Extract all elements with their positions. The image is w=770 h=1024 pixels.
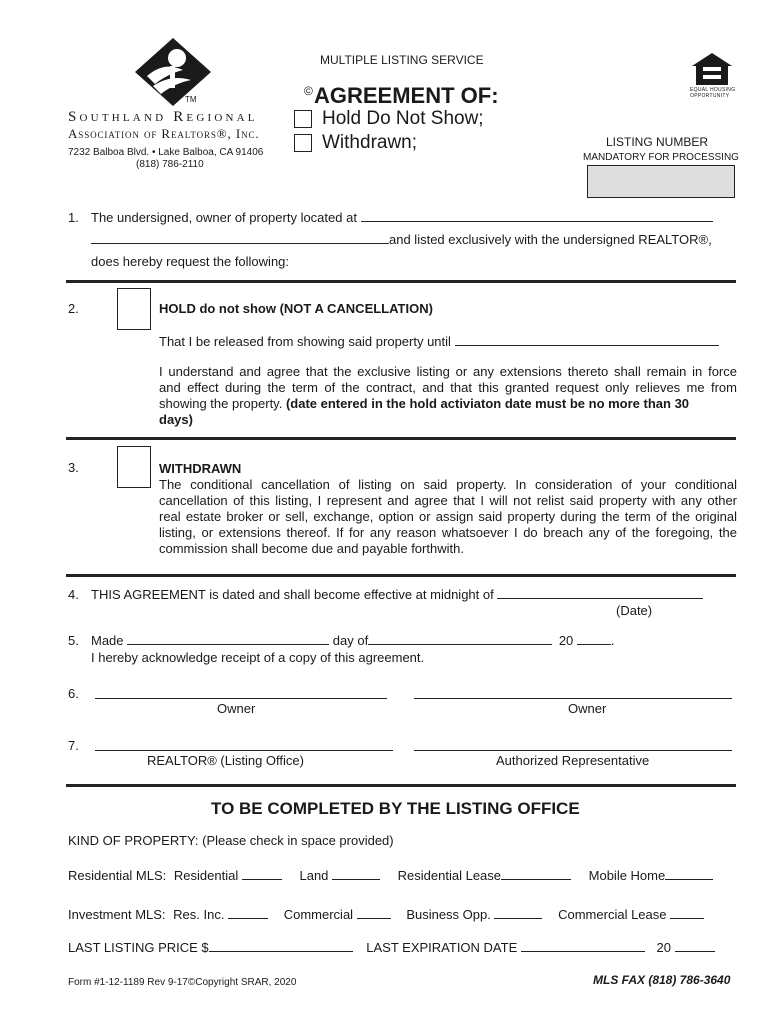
hold-option-checkbox[interactable] bbox=[117, 288, 151, 330]
s5-made: Made bbox=[91, 633, 124, 648]
copyright-mark: © bbox=[304, 84, 313, 98]
listing-number-label: LISTING NUMBER bbox=[606, 135, 709, 149]
listing-number-field[interactable] bbox=[587, 165, 735, 198]
org-name-line1: Southland Regional bbox=[68, 109, 258, 125]
org-name-line2: Association of Realtors®, Inc. bbox=[68, 126, 260, 141]
eho-caption-2: OPPORTUNITY bbox=[690, 93, 730, 99]
s1-text-a: The undersigned, owner of property located at bbox=[91, 210, 357, 225]
option-withdrawn[interactable] bbox=[294, 132, 417, 154]
s7-number: 7. bbox=[68, 738, 79, 753]
res-lease-label: Residential Lease bbox=[397, 868, 502, 883]
res-mls-label: Residential MLS: bbox=[68, 868, 167, 883]
s3-p2: cancellation of this listing, I represent and agree that I will not relist said property with any other bbox=[159, 493, 737, 508]
s6-owner-right: Owner bbox=[568, 701, 607, 716]
s5-period: . bbox=[610, 633, 615, 648]
inv-mls-label: Investment MLS: bbox=[68, 907, 166, 922]
s2-p3: showing the property. (date entered in the hold activiaton date must be no more than 30 bbox=[159, 396, 690, 411]
inv-comm-lease-label: Commercial Lease bbox=[558, 907, 667, 922]
office-title: TO BE COMPLETED BY THE LISTING OFFICE bbox=[211, 799, 580, 818]
last-exp-label: LAST EXPIRATION DATE bbox=[366, 940, 518, 955]
option-withdrawn-label: Withdrawn; bbox=[322, 132, 418, 153]
s3-number: 3. bbox=[68, 460, 79, 475]
inv-comm-lease-field[interactable] bbox=[670, 907, 704, 919]
eho-caption-1: EQUAL HOUSING bbox=[690, 87, 736, 93]
divider-1 bbox=[66, 280, 736, 283]
rep-signature[interactable] bbox=[414, 739, 732, 751]
s6-owner-left: Owner bbox=[217, 701, 256, 716]
last-listing-row bbox=[68, 940, 715, 956]
s4-text: THIS AGREEMENT is dated and shall become effective at midnight of bbox=[91, 587, 494, 602]
divider-3 bbox=[66, 574, 736, 577]
org-address: 7232 Balboa Blvd. • Lake Balboa, CA 91406 bbox=[68, 147, 264, 158]
effective-date-field[interactable] bbox=[497, 587, 703, 599]
s3-p5: commission shall become due and payable forthwith. bbox=[159, 541, 464, 556]
s4-line bbox=[91, 587, 703, 603]
res-land-field[interactable] bbox=[332, 868, 380, 880]
s7-realtor-label: REALTOR® (Listing Office) bbox=[147, 753, 304, 768]
hold-checkbox[interactable] bbox=[294, 110, 312, 128]
s2-release-text: That I be released from showing said property until bbox=[159, 334, 451, 349]
investment-mls-row bbox=[68, 907, 704, 923]
equal-housing-icon bbox=[690, 52, 734, 86]
last-price-label: LAST LISTING PRICE $ bbox=[68, 940, 209, 955]
s2-number: 2. bbox=[68, 301, 79, 316]
option-hold-label: Hold Do Not Show; bbox=[322, 108, 484, 129]
release-until-date-field[interactable] bbox=[455, 334, 719, 346]
property-address-field-2[interactable] bbox=[91, 232, 389, 244]
srar-logo bbox=[125, 36, 215, 108]
divider-4 bbox=[66, 784, 736, 787]
s3-heading: WITHDRAWN bbox=[159, 461, 242, 476]
s2-p2: and effect during the term of the contract, and that this granted request only relieves me from bbox=[159, 380, 737, 395]
inv-res-inc-label: Res. Inc. bbox=[173, 907, 225, 922]
option-hold[interactable] bbox=[294, 108, 484, 130]
s1-text-b: and listed exclusively with the undersigned REALTOR®, bbox=[389, 232, 712, 247]
s3-p4: listing, or extensions thereof. If for any reason whatsoever I do breach any of the foregoing, the bbox=[159, 525, 737, 540]
s4-number: 4. bbox=[68, 587, 79, 602]
mls-service-label: MULTIPLE LISTING SERVICE bbox=[320, 53, 484, 67]
last-exp-year-field[interactable] bbox=[675, 940, 715, 952]
listing-number-note: MANDATORY FOR PROCESSING bbox=[583, 152, 739, 163]
inv-business-label: Business Opp. bbox=[406, 907, 491, 922]
inv-res-inc-field[interactable] bbox=[228, 907, 268, 919]
form-number: Form #1-12-1189 Rev 9-17©Copyright SRAR, 2020 bbox=[68, 977, 297, 988]
inv-commercial-label: Commercial bbox=[283, 907, 354, 922]
made-year-field[interactable] bbox=[577, 633, 611, 645]
s5-day-of: day of bbox=[332, 633, 369, 648]
residential-mls-row bbox=[68, 868, 713, 884]
s2-paragraph bbox=[159, 364, 737, 428]
s3-paragraph bbox=[159, 477, 737, 557]
s4-date-label: (Date) bbox=[616, 603, 653, 618]
logo-trademark: TM bbox=[185, 95, 197, 104]
owner-signature-right[interactable] bbox=[414, 687, 732, 699]
res-lease-field[interactable] bbox=[501, 868, 571, 880]
s5-line bbox=[91, 633, 615, 649]
s1-line-b bbox=[91, 232, 712, 248]
s2-release-line bbox=[159, 334, 719, 350]
s7-rep-label: Authorized Representative bbox=[496, 753, 650, 768]
s2-heading: HOLD do not show (NOT A CANCELLATION) bbox=[159, 301, 433, 316]
res-mobile-label: Mobile Home bbox=[588, 868, 666, 883]
s1-line-a bbox=[91, 210, 713, 226]
s1-text-c: does hereby request the following: bbox=[91, 254, 290, 269]
s5-ack: I hereby acknowledge receipt of a copy of this agreement. bbox=[91, 650, 425, 665]
agreement-title: AGREEMENT OF: bbox=[314, 83, 499, 108]
property-address-field[interactable] bbox=[361, 210, 713, 222]
withdrawn-option-checkbox[interactable] bbox=[117, 446, 151, 488]
s2-p4: days) bbox=[159, 412, 193, 427]
s3-p1: The conditional cancellation of listing on said property. In consideration of your conditional bbox=[159, 477, 737, 492]
withdrawn-checkbox[interactable] bbox=[294, 134, 312, 152]
owner-signature-left[interactable] bbox=[95, 687, 387, 699]
realtor-signature[interactable] bbox=[95, 739, 393, 751]
inv-business-field[interactable] bbox=[494, 907, 542, 919]
s5-year-prefix: 20 bbox=[558, 633, 574, 648]
res-residential-field[interactable] bbox=[242, 868, 282, 880]
s2-p1: I understand and agree that the exclusive listing or any extensions thereto shall remain in force bbox=[159, 364, 737, 379]
last-exp-year: 20 bbox=[656, 940, 671, 955]
s5-number: 5. bbox=[68, 633, 79, 648]
s1-number: 1. bbox=[68, 210, 79, 225]
kind-of-property: KIND OF PROPERTY: (Please check in space provided) bbox=[68, 833, 394, 848]
res-mobile-field[interactable] bbox=[665, 868, 713, 880]
made-day-field[interactable] bbox=[127, 633, 329, 645]
last-exp-field[interactable] bbox=[521, 940, 645, 952]
res-residential-label: Residential bbox=[173, 868, 239, 883]
last-price-field[interactable] bbox=[209, 940, 353, 952]
inv-commercial-field[interactable] bbox=[357, 907, 391, 919]
divider-2 bbox=[66, 437, 736, 440]
s6-number: 6. bbox=[68, 686, 79, 701]
made-month-field[interactable] bbox=[368, 633, 552, 645]
org-phone: (818) 786-2110 bbox=[136, 159, 204, 170]
res-land-label: Land bbox=[299, 868, 329, 883]
s3-p3: real estate broker or sell, exchange, option or assign said property during the term of the original bbox=[159, 509, 737, 524]
mls-fax: MLS FAX (818) 786-3640 bbox=[593, 973, 731, 987]
